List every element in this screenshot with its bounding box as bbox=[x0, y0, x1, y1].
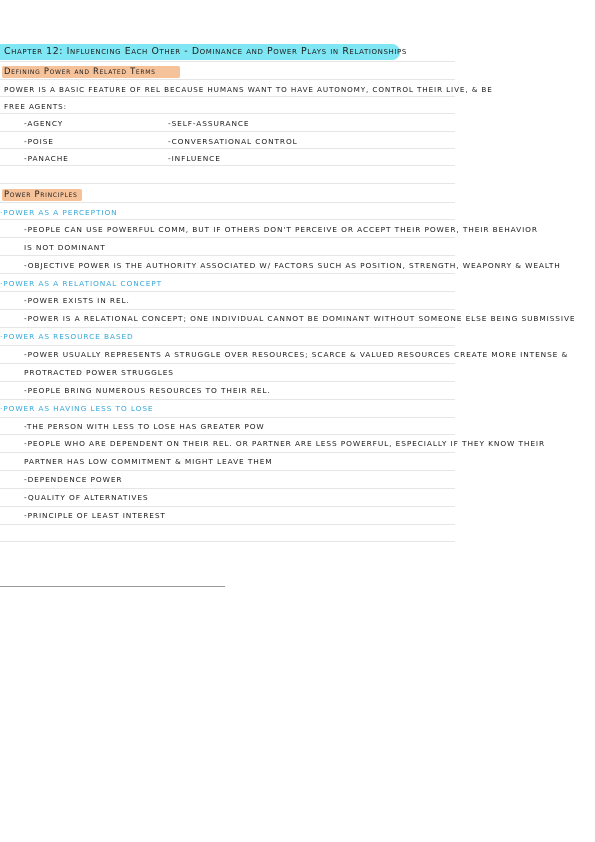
ruled-line bbox=[0, 363, 455, 364]
list-item: -THE PERSON WITH LESS TO LOSE HAS GREATER POW bbox=[24, 422, 265, 431]
intro-line: POWER IS A BASIC FEATURE OF REL BECAUSE HUMANS WANT TO HAVE AUTONOMY, CONTROL THEIR LIVE, & BE bbox=[4, 85, 493, 94]
ruled-line bbox=[0, 434, 455, 435]
section-heading-defining-power: Defining Power and Related Terms bbox=[4, 66, 156, 76]
footnote-divider bbox=[0, 586, 225, 587]
section-heading-power-principles: Power Principles bbox=[4, 189, 78, 199]
ruled-line bbox=[0, 452, 455, 453]
list-item: PARTNER HAS LOW COMMITMENT & MIGHT LEAVE THEM bbox=[24, 457, 273, 466]
ruled-line bbox=[0, 417, 455, 418]
list-item: -POWER EXISTS IN REL. bbox=[24, 296, 130, 305]
list-item: -POWER IS A RELATIONAL CONCEPT; ONE INDIVIDUAL CANNOT BE DOMINANT WITHOUT SOMEONE ELSE BEING SUBMISSIVE bbox=[24, 314, 576, 323]
ruled-line bbox=[0, 79, 455, 80]
list-item: -POWER USUALLY REPRESENTS A STRUGGLE OVER RESOURCES; SCARCE & VALUED RESOURCES CREATE MORE INTENSE & bbox=[24, 350, 569, 359]
term-panache: -PANACHE bbox=[24, 154, 69, 163]
list-item: -OBJECTIVE POWER IS THE AUTHORITY ASSOCIATED W/ FACTORS SUCH AS POSITION, STRENGTH, WEAPONRY & WEALTH bbox=[24, 261, 561, 270]
term-agency: -AGENCY bbox=[24, 119, 64, 128]
ruled-line bbox=[0, 345, 455, 346]
list-item: -PEOPLE CAN USE POWERFUL COMM, BUT IF OTHERS DON'T PERCEIVE OR ACCEPT THEIR POWER, THEIR BEHAVIOR bbox=[24, 225, 538, 234]
ruled-line bbox=[0, 541, 455, 542]
ruled-line bbox=[0, 488, 455, 489]
list-item: IS NOT DOMINANT bbox=[24, 243, 106, 252]
ruled-line bbox=[0, 309, 455, 310]
term-conversational-control: -CONVERSATIONAL CONTROL bbox=[168, 137, 298, 146]
subheading-less-to-lose: ·POWER AS HAVING LESS TO LOSE bbox=[0, 404, 154, 413]
list-item: PROTRACTED POWER STRUGGLES bbox=[24, 368, 174, 377]
ruled-line bbox=[0, 202, 455, 203]
ruled-line bbox=[0, 183, 455, 184]
ruled-line bbox=[0, 61, 455, 62]
list-item: -DEPENDENCE POWER bbox=[24, 475, 123, 484]
ruled-line bbox=[0, 237, 455, 238]
list-item: -PEOPLE BRING NUMEROUS RESOURCES TO THEIR REL. bbox=[24, 386, 271, 395]
subheading-relational: ·POWER AS A RELATIONAL CONCEPT bbox=[0, 279, 163, 288]
ruled-line bbox=[0, 327, 455, 328]
list-item: -PRINCIPLE OF LEAST INTEREST bbox=[24, 511, 166, 520]
subheading-resource: ·POWER AS RESOURCE BASED bbox=[0, 332, 134, 341]
ruled-line bbox=[0, 273, 455, 274]
list-item: -QUALITY OF ALTERNATIVES bbox=[24, 493, 149, 502]
ruled-line bbox=[0, 399, 455, 400]
ruled-line bbox=[0, 255, 455, 256]
page-title: Chapter 12: Influencing Each Other - Dominance and Power Plays in Relationships bbox=[4, 46, 407, 57]
term-influence: -INFLUENCE bbox=[168, 154, 221, 163]
ruled-line bbox=[0, 506, 455, 507]
ruled-line bbox=[0, 381, 455, 382]
ruled-line bbox=[0, 291, 455, 292]
intro-line: FREE AGENTS: bbox=[4, 102, 67, 111]
term-poise: -POISE bbox=[24, 137, 54, 146]
ruled-line bbox=[0, 470, 455, 471]
term-self-assurance: -SELF-ASSURANCE bbox=[168, 119, 250, 128]
ruled-line bbox=[0, 524, 455, 525]
ruled-line bbox=[0, 131, 455, 132]
list-item: -PEOPLE WHO ARE DEPENDENT ON THEIR REL. OR PARTNER ARE LESS POWERFUL, ESPECIALLY IF THEY KNOW THEIR bbox=[24, 439, 546, 448]
subheading-perception: ·POWER AS A PERCEPTION bbox=[0, 208, 118, 217]
